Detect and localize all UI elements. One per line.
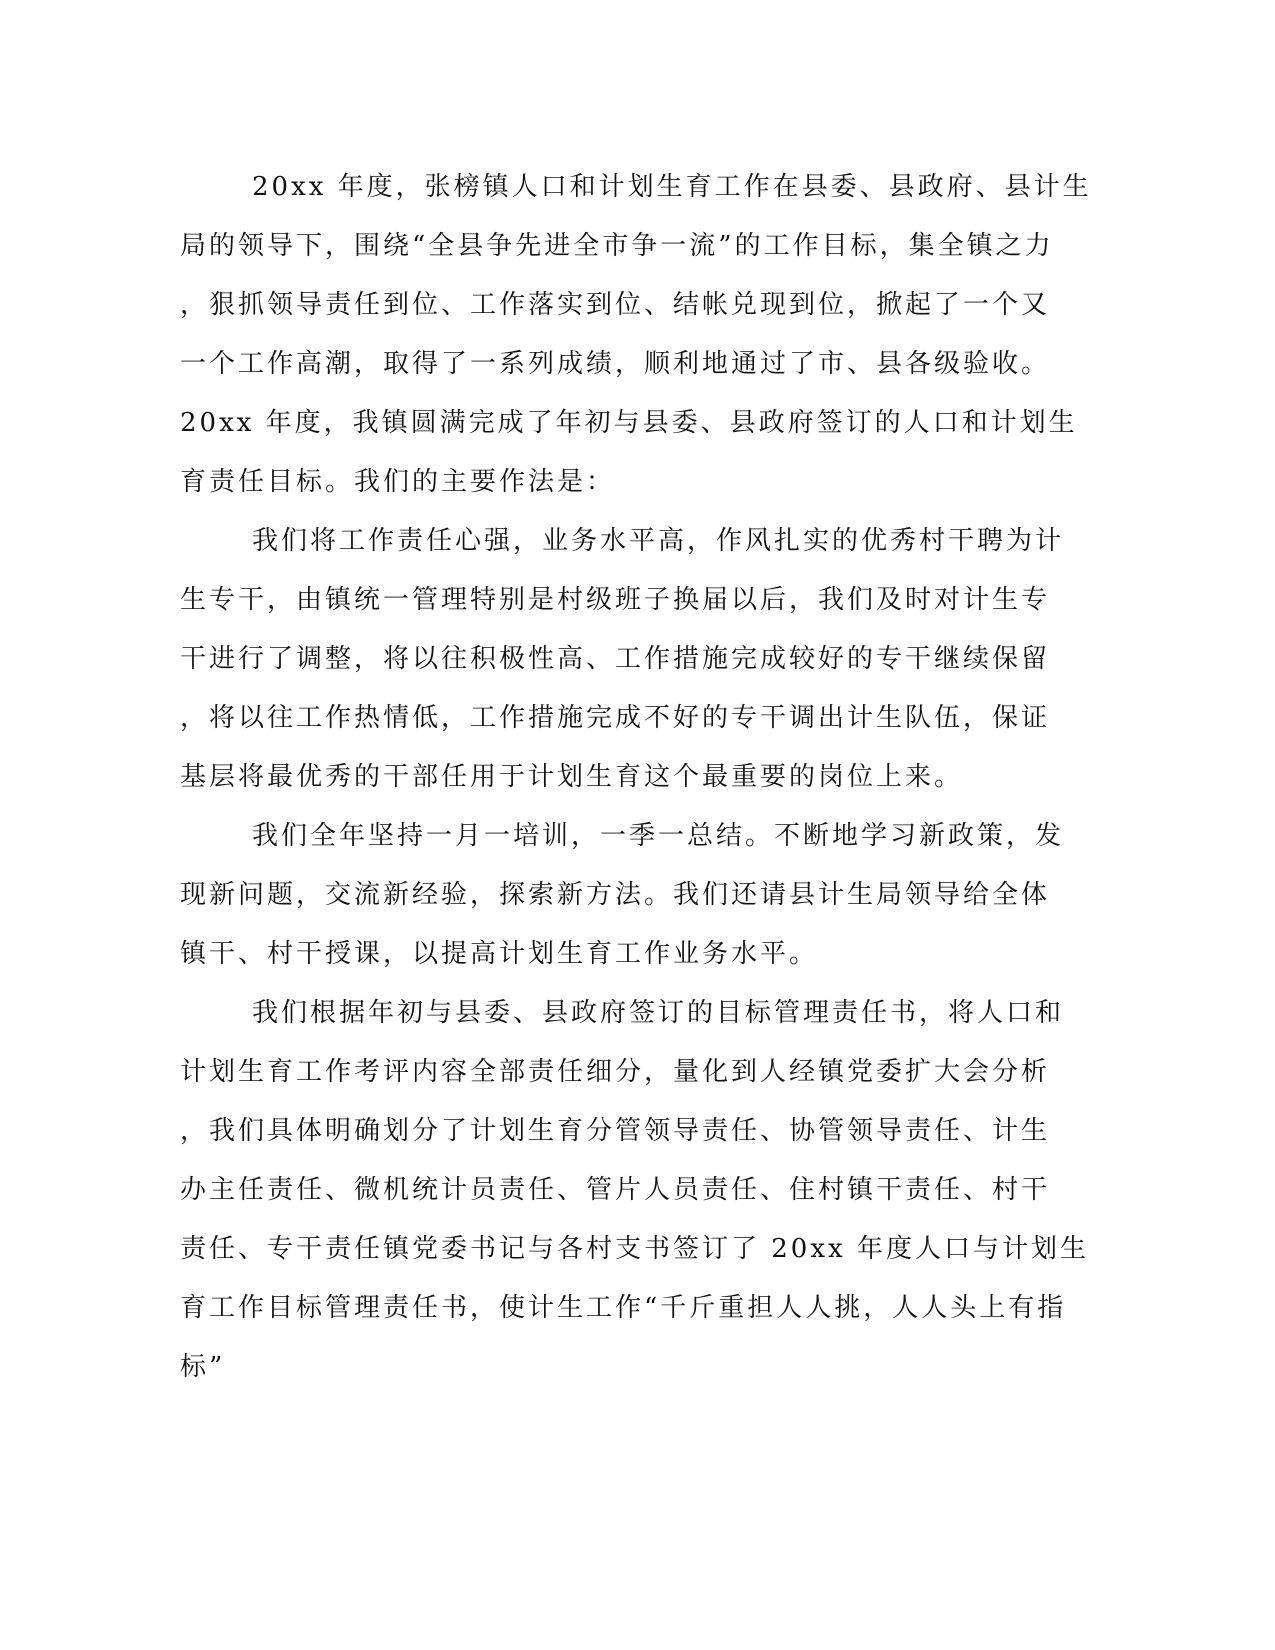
text-line: 现新问题，交流新经验，探索新方法。我们还请县计生局领导给全体 (180, 880, 1051, 910)
text-line: 一个工作高潮，取得了一系列成绩，顺利地通过了市、县各级验收。 (180, 349, 1051, 379)
text-line: 标” (180, 1352, 226, 1382)
text-line: 育工作目标管理责任书，使计生工作“千斤重担人人挑，人人头上有指 (180, 1293, 1067, 1323)
document-body (180, 158, 1092, 1397)
paragraph-1 (180, 158, 1092, 512)
text-line: 计划生育工作考评内容全部责任细分，量化到人经镇党委扩大会分析 (180, 1057, 1051, 1087)
text-line: 育责任目标。我们的主要作法是： (180, 467, 616, 497)
text-line: 我们全年坚持一月一培训，一季一总结。不断地学习新政策，发 (252, 821, 1065, 851)
text-line: 基层将最优秀的干部任用于计划生育这个最重要的岗位上来。 (180, 762, 964, 792)
text-line: 我们将工作责任心强，业务水平高，作风扎实的优秀村干聘为计 (252, 526, 1065, 556)
text-line: 干进行了调整，将以往积极性高、工作措施完成较好的专干继续保留 (180, 644, 1051, 674)
text-line: 生专干，由镇统一管理特别是村级班子换届以后，我们及时对计生专 (180, 585, 1051, 615)
text-line: ，我们具体明确划分了计划生育分管领导责任、协管领导责任、计生 (180, 1116, 1051, 1146)
paragraph-2 (180, 512, 1065, 807)
text-line: 我们根据年初与县委、县政府签订的目标管理责任书，将人口和 (252, 998, 1065, 1028)
text-line: 局的领导下，围绕“全县争先进全市争一流”的工作目标，集全镇之力 (180, 231, 1054, 261)
text-line: ，狠抓领导责任到位、工作落实到位、结帐兑现到位，掀起了一个又 (180, 290, 1051, 320)
text-line: 20xx 年度，张榜镇人口和计划生育工作在县委、县政府、县计生 (252, 172, 1092, 202)
text-line: 办主任责任、微机统计员责任、管片人员责任、住村镇干责任、村干 (180, 1175, 1051, 1205)
text-line: ，将以往工作热情低，工作措施完成不好的专干调出计生队伍，保证 (180, 703, 1051, 733)
text-line: 20xx 年度，我镇圆满完成了年初与县委、县政府签订的人口和计划生 (180, 408, 1078, 438)
text-line: 责任、专干责任镇党委书记与各村支书签订了 20xx 年度人口与计划生 (180, 1234, 1089, 1264)
paragraph-4 (180, 984, 1089, 1397)
text-line: 镇干、村干授课，以提高计划生育工作业务水平。 (180, 939, 819, 969)
paragraph-3 (180, 807, 1065, 984)
